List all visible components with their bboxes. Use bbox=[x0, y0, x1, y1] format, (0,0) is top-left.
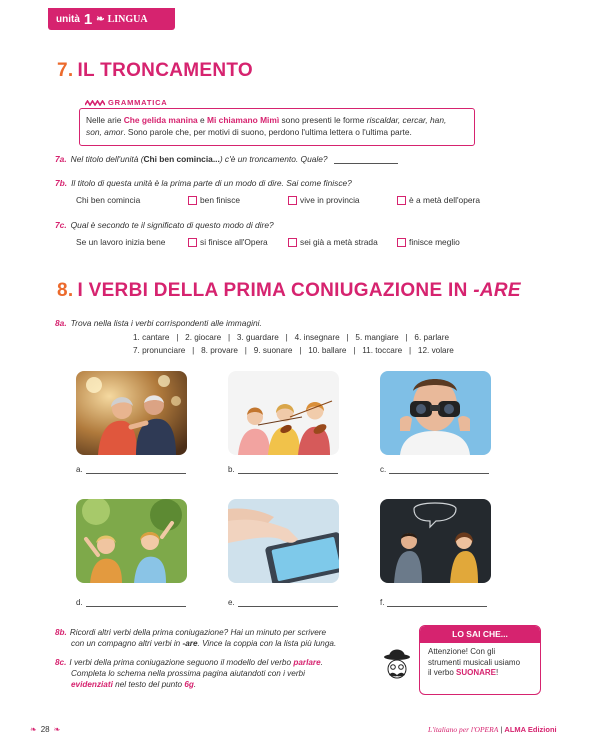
grammar-label: GRAMMATICA bbox=[85, 98, 168, 107]
grammar-box: Nelle arie Che gelida manina e Mi chiamano Mimì sono presenti le forme riscaldar, cercar, han, son, amor. Sono parole che, per motivi di suono, perdono l'ultima lettera o l'ultima parte. bbox=[79, 108, 475, 146]
question-7b: 7b. Il titolo di questa unità è la prima parte di un modo di dire. Sai come finisce? bbox=[55, 178, 352, 188]
dancing-couple-illustration bbox=[76, 371, 187, 455]
answer-e-line[interactable] bbox=[238, 598, 338, 607]
grammar-zigzag-icon bbox=[85, 100, 105, 106]
section-7-heading: IL TRONCAMENTO bbox=[77, 60, 254, 81]
touch-tablet-illustration bbox=[228, 499, 339, 583]
unit-label: unità bbox=[56, 13, 80, 25]
options-7c bbox=[76, 237, 460, 247]
talking-people-illustration bbox=[380, 499, 491, 583]
options-7b bbox=[76, 195, 480, 205]
option-7c-2[interactable]: sei già a metà strada bbox=[288, 237, 378, 247]
verb-list-row-1: 1. cantare | 2. giocare | 3. guardare | 4. insegnare | 5. mangiare | 6. parlare bbox=[133, 333, 450, 342]
image-b-children-violins bbox=[228, 371, 339, 455]
image-a-dancing-couple bbox=[76, 371, 187, 455]
section-7-number: 7. bbox=[57, 60, 74, 81]
option-7b-1[interactable]: ben finisce bbox=[188, 195, 240, 205]
stem-7b: Chi ben comincia bbox=[76, 195, 141, 205]
children-playing-illustration bbox=[76, 499, 187, 583]
section-label: LINGUA bbox=[107, 13, 148, 25]
checkbox[interactable] bbox=[188, 196, 197, 205]
checkbox[interactable] bbox=[397, 196, 406, 205]
unit-number: 1 bbox=[83, 10, 93, 28]
aria-title-1: Che gelida manina bbox=[123, 115, 198, 125]
verb-list-row-2: 7. pronunciare | 8. provare | 9. suonare | 10. ballare | 11. toccare | 12. volare bbox=[133, 346, 454, 355]
option-7b-3[interactable]: è a metà dell'opera bbox=[397, 195, 480, 205]
question-7a: 7a. Nel titolo dell'unità (Chi ben comincia...) c'è un troncamento. Quale? bbox=[55, 154, 398, 164]
answer-d[interactable]: d. bbox=[76, 598, 186, 607]
answer-7a-line[interactable] bbox=[334, 155, 398, 164]
answer-b[interactable]: b. bbox=[228, 465, 338, 474]
question-8a: 8a. Trova nella lista i verbi corrispondenti alle immagini. bbox=[55, 318, 262, 328]
option-7b-2[interactable]: vive in provincia bbox=[288, 195, 360, 205]
answer-c-line[interactable] bbox=[389, 465, 489, 474]
section-8-number: 8. bbox=[57, 280, 74, 301]
stem-7c: Se un lavoro inizia bene bbox=[76, 237, 166, 247]
children-violins-illustration bbox=[228, 371, 339, 455]
answer-a[interactable]: a. bbox=[76, 465, 186, 474]
checkbox[interactable] bbox=[397, 238, 406, 247]
aria-title-2: Mi chiamano Mimì bbox=[207, 115, 280, 125]
section-8-title bbox=[57, 280, 521, 302]
option-7c-3[interactable]: finisce meglio bbox=[397, 237, 460, 247]
image-d-children-playing bbox=[76, 499, 187, 583]
image-e-touch-tablet bbox=[228, 499, 339, 583]
answer-e[interactable]: e. bbox=[228, 598, 338, 607]
binoculars-man-illustration bbox=[380, 371, 491, 455]
page-number: ❧ 28 ❧ bbox=[30, 725, 61, 734]
question-8b: 8b. Ricordi altri verbi della prima coniugazione? Hai un minuto per scrivere con un compagno altri verbi in -are. Vince la coppia con la lista più lunga. bbox=[55, 628, 337, 648]
section-8-heading: I VERBI DELLA PRIMA CONIUGAZIONE IN bbox=[77, 280, 474, 301]
question-7c: 7c. Qual è secondo te il significato di questo modo di dire? bbox=[55, 220, 274, 230]
leaf-icon: ❧ bbox=[53, 725, 61, 734]
section-8-suffix: -ARE bbox=[473, 280, 521, 301]
option-7c-1[interactable]: si finisce all'Opera bbox=[188, 237, 268, 247]
image-c-binoculars bbox=[380, 371, 491, 455]
leaf-icon: ❧ bbox=[30, 725, 37, 734]
lo-sai-che-body: Attenzione! Con gli strumenti musicali usiamo il verbo SUONARE! bbox=[428, 647, 521, 677]
image-f-talking-people bbox=[380, 499, 491, 583]
footer-brand: L'italiano per l'OPERA | ALMA Edizioni bbox=[428, 725, 557, 734]
section-7-title bbox=[57, 60, 253, 82]
answer-f[interactable]: f. bbox=[380, 598, 487, 607]
unit-tab bbox=[48, 8, 175, 30]
answer-c[interactable]: c. bbox=[380, 465, 489, 474]
checkbox[interactable] bbox=[288, 196, 297, 205]
checkbox[interactable] bbox=[188, 238, 197, 247]
answer-f-line[interactable] bbox=[387, 598, 487, 607]
answer-d-line[interactable] bbox=[86, 598, 186, 607]
answer-b-line[interactable] bbox=[238, 465, 338, 474]
question-8c: 8c. I verbi della prima coniugazione seguono il modello del verbo parlare. Completa lo schema nella prossima pagina aiutandoti con i verbi evidenziati nel testo del punto 6g. bbox=[55, 658, 323, 689]
answer-a-line[interactable] bbox=[86, 465, 186, 474]
checkbox[interactable] bbox=[288, 238, 297, 247]
lo-sai-che-title: LO SAI CHE... bbox=[420, 626, 540, 643]
lo-sai-che-box bbox=[419, 625, 541, 695]
mascot-hat-mustache-icon bbox=[382, 645, 412, 689]
leaf-icon: ❧ bbox=[96, 13, 105, 25]
